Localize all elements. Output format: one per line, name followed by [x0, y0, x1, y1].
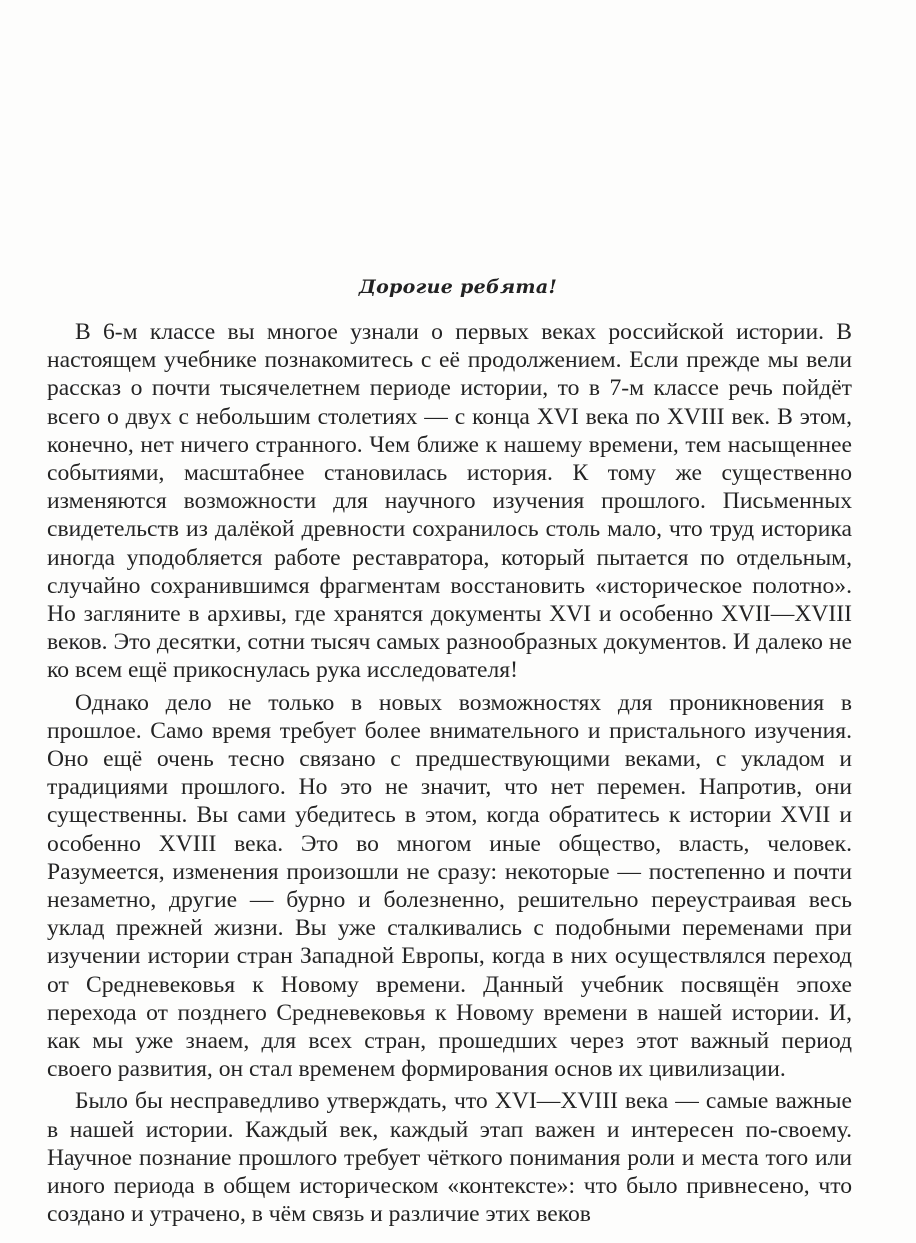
paragraph-3: Было бы несправедливо утверждать, что XVI—XVIII века — самые важные в нашей истории. Каждый век, каждый этап важен и интересен по-своему. Научное познание прошлого требует чёткого понимания роли и места того или иного периода в общем историческом «контексте»: что было привнесено, что создано и утрачено, в чём связь и различие этих веков	[47, 1088, 852, 1228]
body-text	[47, 318, 852, 1229]
page-heading: Дорогие ребята!	[358, 276, 558, 298]
paragraph-1: В 6-м классе вы многое узнали о первых веках российской истории. В настоящем учебнике познакомитесь с её продолжением. Если прежде мы вели рассказ о почти тысячелетнем периоде истории, то в 7-м классе речь пойдёт всего о двух с небольшим столетиях — с конца XVI века по XVIII век. В этом, конечно, нет ничего странного. Чем ближе к нашему времени, тем насыщеннее событиями, масштабнее становилась история. К тому же существенно изменяются возможности для научного изучения прошлого. Письменных свидетельств из далёкой древности сохранилось столь мало, что труд историка иногда уподобляется работе реставратора, который пытается по отдельным, случайно сохранившимся фрагментам восстановить «историческое полотно». Но загляните в архивы, где хранятся документы XVI и особенно XVII—XVIII веков. Это десятки, сотни тысяч самых разнообразных документов. И далеко не ко всем ещё прикоснулась рука исследователя!	[47, 319, 852, 684]
paragraph-2: Однако дело не только в новых возможностях для проникновения в прошлое. Само время требует более внимательного и пристального изучения. Оно ещё очень тесно связано с предшествующими веками, с укладом и традициями прошлого. Но это не значит, что нет перемен. Напротив, они существенны. Вы сами убедитесь в этом, когда обратитесь к истории XVII и особенно XVIII века. Это во многом иные общество, власть, человек. Разумеется, изменения произошли не сразу: некоторые — постепенно и почти незаметно, другие — бурно и болезненно, решительно переустраивая весь уклад прежней жизни. Вы уже сталкивались с подобными переменами при изучении истории стран Западной Европы, когда в них осуществлялся переход от Средневековья к Новому времени. Данный учебник посвящён эпохе перехода от позднего Средневековья к Новому времени в нашей истории. И, как мы уже знаем, для всех стран, прошедших через этот важный период своего развития, он стал временем формирования основ их цивилизации.	[47, 689, 852, 1083]
